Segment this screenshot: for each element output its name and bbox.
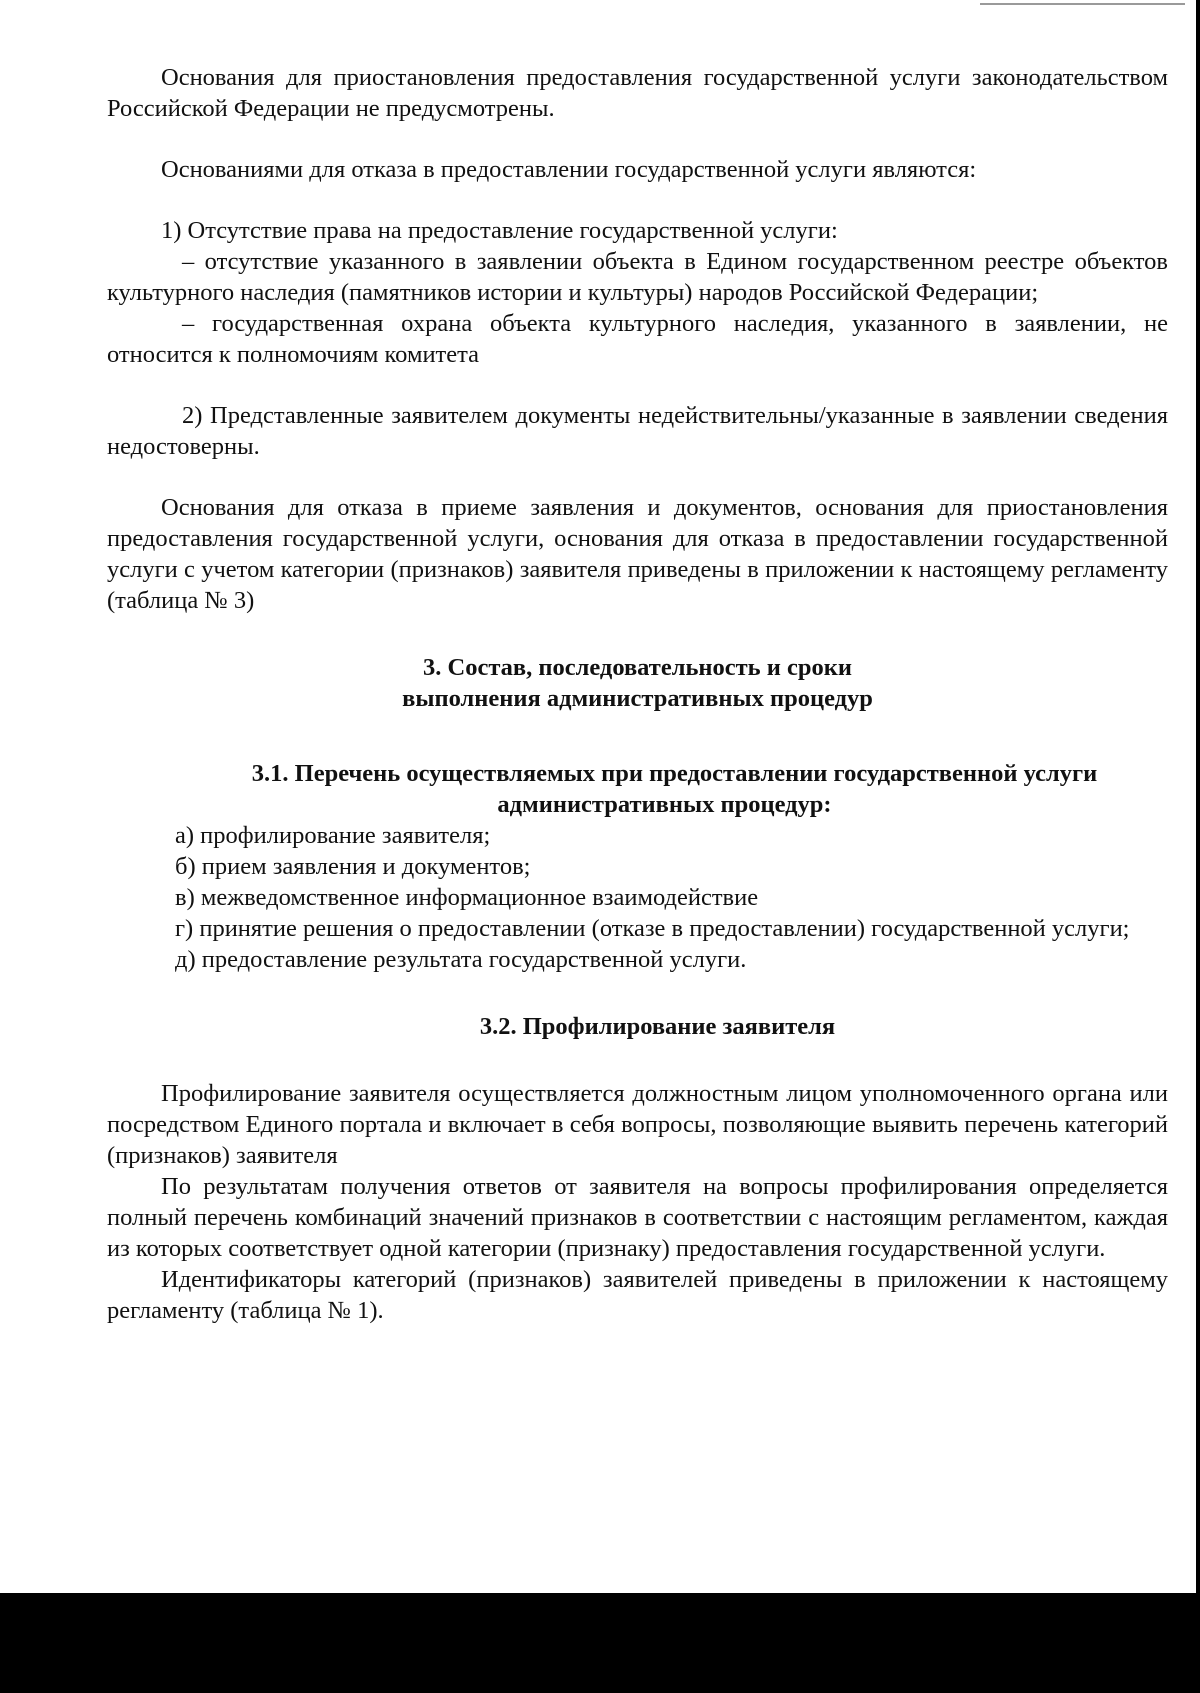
- scan-edge-line: [980, 3, 1185, 5]
- refusal-ground-1-item-2: – государственная охрана объекта культурного наследия, указанного в заявлении, не относится к полномочиям комитета: [107, 310, 1168, 368]
- scan-edge-strip: [1196, 0, 1200, 1693]
- refusal-ground-1-title: 1) Отсутствие права на предоставление государственной услуги:: [161, 217, 838, 244]
- refusal-ground-1-item-1: – отсутствие указанного в заявлении объекта в Едином государственном реестре объектов культурного наследия (памятников истории и культуры) народов Российской Федерации;: [107, 248, 1168, 306]
- scan-bottom-black-band: [0, 1593, 1200, 1693]
- paragraph-profiling-2: По результатам получения ответов от заявителя на вопросы профилирования определяется полный перечень комбинаций значений признаков в соответствии с настоящим регламентом, каждая из которых соответствует одной категории (признаку) предоставления государственной услуги.: [107, 1173, 1168, 1262]
- procedure-item-g: г) принятие решения о предоставлении (отказе в предоставлении) государственной услуги;: [175, 915, 1130, 942]
- section-3-title-line-1: 3. Состав, последовательность и сроки: [423, 654, 852, 681]
- paragraph-suspension-grounds: Основания для приостановления предоставления государственной услуги законодательством Российской Федерации не предусмотрены.: [107, 64, 1168, 122]
- paragraph-refusal-intro: Основаниями для отказа в предоставлении государственной услуги являются:: [161, 156, 977, 183]
- procedure-item-v: в) межведомственное информационное взаимодействие: [175, 884, 759, 911]
- section-3-title-line-2: выполнения административных процедур: [402, 685, 873, 712]
- refusal-ground-2: 2) Представленные заявителем документы недействительны/указанные в заявлении сведения недостоверны.: [107, 402, 1168, 460]
- paragraph-grounds-appendix: Основания для отказа в приеме заявления и документов, основания для приостановления предоставления государственной услуги, основания для отказа в предоставлении государственной услуги с учетом категории (признаков) заявителя приведены в приложении к настоящему регламенту (таблица № 3): [107, 494, 1168, 614]
- procedure-item-d: д) предоставление результата государственной услуги.: [175, 946, 747, 973]
- document-body: [107, 62, 1168, 1326]
- procedure-item-a: а) профилирование заявителя;: [175, 822, 491, 849]
- paragraph-profiling-3: Идентификаторы категорий (признаков) заявителей приведены в приложении к настоящему регламенту (таблица № 1).: [107, 1266, 1168, 1324]
- section-3-1-title-line-2: административных процедур:: [497, 791, 832, 818]
- paragraph-profiling-1: Профилирование заявителя осуществляется должностным лицом уполномоченного органа или посредством Единого портала и включает в себя вопросы, позволяющие выявить перечень категорий (признаков) заявителя: [107, 1080, 1168, 1169]
- procedure-item-b: б) прием заявления и документов;: [175, 853, 531, 880]
- section-3-1-title-line-1: 3.1. Перечень осуществляемых при предоставлении государственной услуги: [251, 760, 1098, 787]
- section-3-2-title: 3.2. Профилирование заявителя: [479, 1013, 836, 1040]
